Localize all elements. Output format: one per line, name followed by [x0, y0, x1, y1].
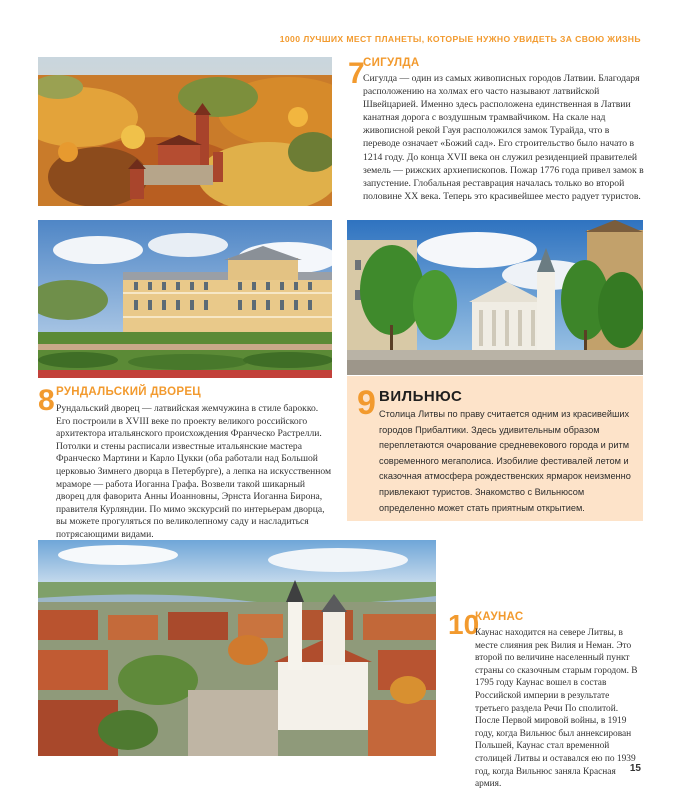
photo-kaunas-aerial	[38, 540, 436, 756]
entry-number-9: 9	[357, 384, 376, 422]
running-head: 1000 ЛУЧШИХ МЕСТ ПЛАНЕТЫ, КОТОРЫЕ НУЖНО УВИДЕТЬ ЗА СВОЮ ЖИЗНЬ	[279, 34, 641, 44]
entry-number-7: 7	[348, 57, 365, 90]
photo-vilnius-square	[347, 220, 643, 375]
page-number: 15	[629, 763, 641, 774]
entry-title-rundale: РУНДАЛЬСКИЙ ДВОРЕЦ	[56, 386, 202, 398]
entry-text-kaunas: Каунас находится на севере Литвы, в месте слияния рек Вилия и Неман. Это второй по величине населенный пункт страны со сказочным старым городом. В 1795 году Каунас вошел в состав Российской империи в результате третьего раздела Речи По сполитой. После Первой мировой войны, в 1919 году, когда Вильнюс был аннексирован Польшей, Каунас стал временной столицей Литвы и оставался ею по 1939 год, когда Вильнюс заняла Красная армия.	[475, 628, 638, 790]
entry-number-8: 8	[38, 384, 55, 417]
entry-title-sigulda: СИГУЛДА	[363, 57, 420, 69]
photo-rundale-palace	[38, 220, 332, 378]
entry-text-rundale: Рундальский дворец — латвийская жемчужина в стиле барокко. Его построили в XVIII веке по проекту великого российского архитектора итальянского происхождения Франческо Растрелли. Потолки и стены расписали известные итальянские мастера Франческо Мартини и Карло Цукки (оба работали над Большой церковью Зимнего дворца в Петербурге), а лепка на искусственном мраморе — работа Иоганна Графа. Возвели такой шикарный дворец для фаворита Анны Иоанновны, Эрнста Иоганна Бирона, правителя Курляндии. По мимо экскурсий по интерьерам дворца, вы можете прогуляться по великолепному саду и насладиться потрясающими видами.	[56, 403, 332, 540]
entry-number-10: 10	[448, 609, 480, 640]
entry-text-sigulda: Сигулда — один из самых живописных городов Латвии. Благодаря расположению на холмах его часто называют латвийской Швейцарией. Именно здесь расположена единственная в Латвии канатная дорога с воздушным трамвайчиком. На скале над живописной рекой Гауя расположился замок Турайда, что в переводе означает «Божий сад». Его строительство было начато в 1214 году. До конца XVII века он служил резиденцией правителей земель — рижских архиепископов. Пожар 1776 года привел замок в запустение. Глобальная реставрация началась только во второй половине XX века. Теперь это красивейшее место радует туристов.	[363, 73, 644, 202]
vilnius-highlight-box	[347, 376, 643, 521]
entry-title-vilnius: ВИЛЬНЮС	[379, 388, 463, 405]
photo-sigulda-castle	[38, 57, 332, 206]
entry-title-kaunas: КАУНАС	[475, 611, 524, 623]
entry-text-vilnius: Столица Литвы по праву считается одним из красивейших городов Прибалтики. Здесь удивительным образом переплетаются очарование средневекового города и ритм современного мегаполиса. Изобилие фестивалей летом и сказочная атмосфера рождественских ярмарок неизменно привлекают туристов. Знакомство с Вильнюсом определенно может стать приятным открытием.	[379, 409, 631, 513]
